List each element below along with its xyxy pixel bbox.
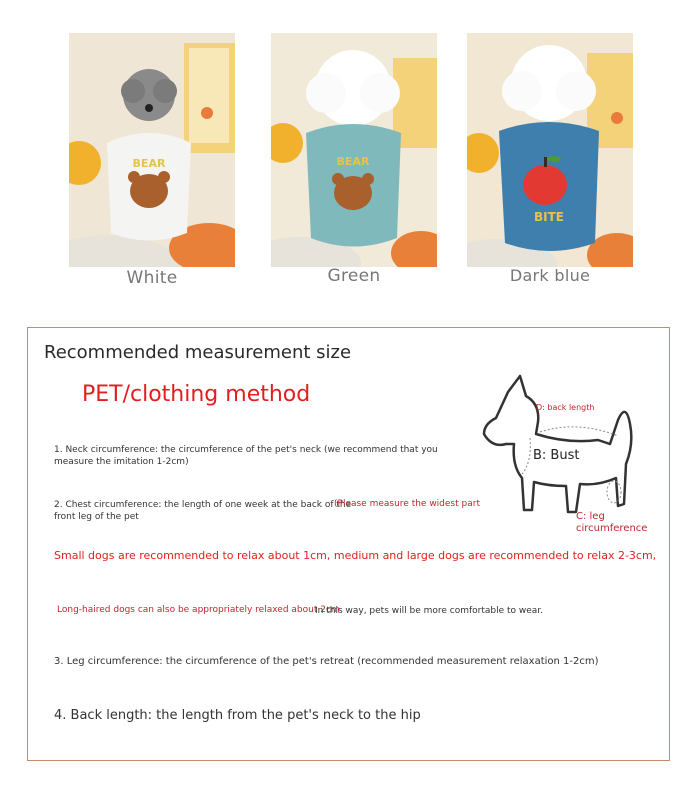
dog-outline	[484, 376, 631, 512]
product-photo-dark-blue	[467, 33, 633, 267]
comfort-note: In this way, pets will be more comfortable to wear.	[315, 606, 544, 616]
leg-instruction: 3. Leg circumference: the circumference of the pet's retreat (recommended measurement relaxation 1-2cm)	[54, 656, 599, 667]
svg-text:BITE: BITE	[534, 210, 564, 224]
guide-title: Recommended measurement size	[44, 342, 352, 363]
leg-circumference-line	[607, 481, 621, 503]
back-length-label: D: back length	[536, 403, 595, 412]
relax-note: Small dogs are recommended to relax about 1cm, medium and large dogs are recommended to relax 2-3cm,	[54, 549, 657, 562]
svg-text:BEAR: BEAR	[336, 155, 370, 168]
color-label-white: White	[126, 268, 178, 288]
guide-subtitle: PET/clothing method	[82, 382, 311, 407]
chest-note: (Please measure the widest part	[334, 499, 480, 509]
color-label-green: Green	[327, 266, 381, 286]
product-photo-white	[69, 33, 235, 267]
neck-line	[522, 438, 530, 474]
back-length-line	[540, 427, 618, 436]
long-hair-note: Long-haired dogs can also be appropriately relaxed about 2cm	[57, 605, 340, 615]
measurement-guide	[27, 327, 670, 761]
product-photo-green	[271, 33, 437, 267]
leg-circumference-label: C: leg circumference	[576, 511, 648, 534]
neck-instruction: 1. Neck circumference: the circumference of the pet's neck (we recommend that you measure the imitation 1-2cm)	[54, 445, 438, 467]
svg-text:BEAR: BEAR	[132, 157, 166, 170]
color-label-dark-blue: Dark blue	[509, 266, 591, 285]
bust-label: B: Bust	[533, 448, 580, 463]
back-instruction: 4. Back length: the length from the pet's neck to the hip	[54, 708, 421, 723]
chest-instruction: 2. Chest circumference: the length of one week at the back of the front leg of the pet	[54, 500, 352, 522]
